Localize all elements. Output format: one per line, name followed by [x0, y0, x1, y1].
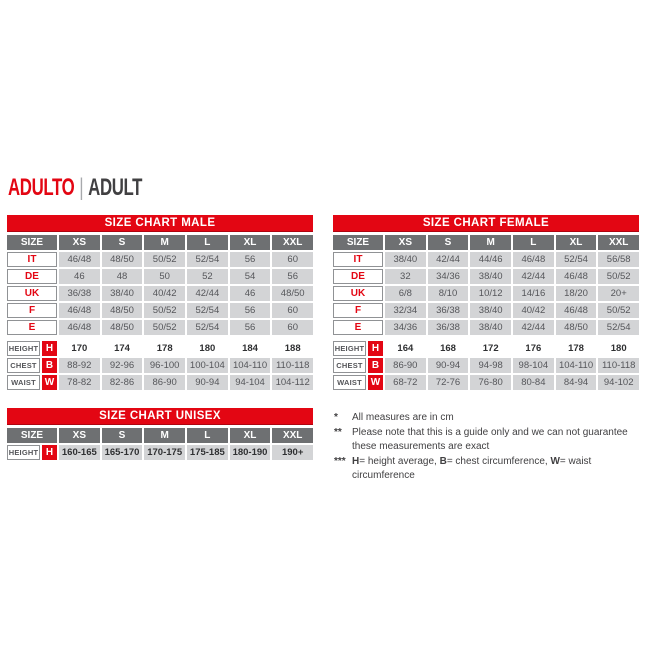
size-value: 20+	[598, 286, 639, 301]
table-row-de	[333, 269, 639, 284]
measure-value: 110-118	[272, 358, 313, 373]
table-row-e	[333, 320, 639, 335]
legend-b: B	[439, 455, 447, 467]
page-title-italian: ADULTO	[8, 174, 75, 201]
size-value: 56	[272, 269, 313, 284]
row-label: IT	[333, 252, 383, 267]
table-row-waist	[7, 375, 313, 390]
size-value: 38/40	[385, 252, 426, 267]
size-value: 46/48	[59, 303, 100, 318]
column-header-s: S	[102, 235, 143, 250]
table-row-height	[333, 341, 639, 356]
size-value: 46/48	[556, 303, 597, 318]
row-label: UK	[333, 286, 383, 301]
page-title	[8, 174, 142, 202]
measure-value: 184	[230, 341, 271, 356]
measure-label: WAIST	[7, 375, 40, 390]
size-value: 44/46	[470, 252, 511, 267]
size-value: 48/50	[102, 320, 143, 335]
table-row-height	[7, 341, 313, 356]
table-row-f	[7, 303, 313, 318]
measure-value: 96-100	[144, 358, 185, 373]
measure-letter-badge: W	[42, 375, 57, 390]
table-row-chest	[7, 358, 313, 373]
measure-value: 94-104	[230, 375, 271, 390]
size-value: 52/54	[598, 320, 639, 335]
footnote-guide	[334, 426, 645, 455]
table-row-it	[7, 252, 313, 267]
table-header-row	[7, 428, 313, 443]
size-value: 46	[59, 269, 100, 284]
size-chart-unisex	[7, 408, 313, 460]
row-label: E	[333, 320, 383, 335]
size-value: 52/54	[187, 303, 228, 318]
size-value: 48/50	[102, 303, 143, 318]
measure-label: CHEST	[7, 358, 40, 373]
measure-value: 175-185	[187, 445, 228, 460]
size-value: 34/36	[428, 269, 469, 284]
size-value: 52/54	[556, 252, 597, 267]
legend-h-text: = height average,	[359, 455, 440, 467]
page-title-english: ADULT	[88, 174, 143, 201]
measure-letter-badge: H	[42, 341, 57, 356]
measure-value: 86-90	[144, 375, 185, 390]
size-value: 48/50	[272, 286, 313, 301]
size-value: 56	[230, 320, 271, 335]
table-row-de	[7, 269, 313, 284]
footnote-measures	[334, 411, 645, 426]
table-row-it	[333, 252, 639, 267]
size-value: 36/38	[428, 320, 469, 335]
column-header-m: M	[470, 235, 511, 250]
size-value: 52/54	[187, 320, 228, 335]
measure-letter-badge: H	[42, 445, 57, 460]
measure-value: 88-92	[59, 358, 100, 373]
footnote-text: All measures are in cm	[352, 412, 454, 423]
column-header-xs: XS	[59, 235, 100, 250]
size-value: 52/54	[187, 252, 228, 267]
footnotes	[334, 411, 645, 484]
size-value: 46/48	[513, 252, 554, 267]
measure-value: 165-170	[102, 445, 143, 460]
size-value: 56/58	[598, 252, 639, 267]
size-value: 40/42	[513, 303, 554, 318]
measure-value: 104-112	[272, 375, 313, 390]
measure-value: 94-102	[598, 375, 639, 390]
measure-value: 92-96	[102, 358, 143, 373]
title-separator: |	[79, 174, 84, 201]
measure-value: 82-86	[102, 375, 143, 390]
column-header-xxl: XXL	[598, 235, 639, 250]
legend-w: W	[550, 455, 560, 467]
measure-value: 180	[187, 341, 228, 356]
column-header-xs: XS	[385, 235, 426, 250]
size-value: 42/44	[513, 320, 554, 335]
measure-value: 86-90	[385, 358, 426, 373]
size-value: 50/52	[144, 303, 185, 318]
measure-label: HEIGHT	[7, 445, 40, 460]
table-row-waist	[333, 375, 639, 390]
measure-label: HEIGHT	[7, 341, 40, 356]
size-value: 60	[272, 252, 313, 267]
measure-value: 172	[470, 341, 511, 356]
size-value: 42/44	[428, 252, 469, 267]
measure-value: 180	[598, 341, 639, 356]
size-value: 38/40	[470, 320, 511, 335]
row-label: DE	[7, 269, 57, 284]
size-value: 60	[272, 320, 313, 335]
size-value: 46/48	[59, 252, 100, 267]
measure-value: 72-76	[428, 375, 469, 390]
size-value: 54	[230, 269, 271, 284]
size-value: 10/12	[470, 286, 511, 301]
measure-value: 68-72	[385, 375, 426, 390]
measure-label: HEIGHT	[333, 341, 366, 356]
table-title-female: SIZE CHART FEMALE	[333, 215, 639, 232]
size-value: 48	[102, 269, 143, 284]
table-row-height	[7, 445, 313, 460]
size-value: 18/20	[556, 286, 597, 301]
table-row-uk	[333, 286, 639, 301]
measure-value: 174	[102, 341, 143, 356]
row-label: F	[333, 303, 383, 318]
measure-value: 104-110	[230, 358, 271, 373]
legend-b-text: = chest circumference,	[446, 455, 551, 467]
size-value: 32/34	[385, 303, 426, 318]
table-title-male: SIZE CHART MALE	[7, 215, 313, 232]
footnote-text: Please note that this is a guide only and we can not guarantee these measurements are exact	[352, 426, 628, 452]
size-value: 52	[187, 269, 228, 284]
column-header-size: SIZE	[7, 235, 57, 250]
size-value: 38/40	[470, 303, 511, 318]
measure-value: 170	[59, 341, 100, 356]
measure-value: 90-94	[187, 375, 228, 390]
measure-value: 84-94	[556, 375, 597, 390]
size-value: 48/50	[102, 252, 143, 267]
table-row-f	[333, 303, 639, 318]
size-value: 46/48	[556, 269, 597, 284]
size-value: 50/52	[598, 303, 639, 318]
size-value: 46/48	[59, 320, 100, 335]
column-header-l: L	[187, 428, 228, 443]
size-value: 36/38	[59, 286, 100, 301]
size-value: 48/50	[556, 320, 597, 335]
measure-value: 100-104	[187, 358, 228, 373]
column-header-xs: XS	[59, 428, 100, 443]
measure-value: 94-98	[470, 358, 511, 373]
footnote-marker: **	[334, 426, 342, 438]
size-value: 38/40	[470, 269, 511, 284]
column-header-s: S	[102, 428, 143, 443]
measure-value: 168	[428, 341, 469, 356]
table-row-uk	[7, 286, 313, 301]
footnote-marker: *	[334, 412, 338, 423]
column-header-m: M	[144, 235, 185, 250]
size-value: 56	[230, 252, 271, 267]
size-chart-female	[333, 215, 639, 390]
size-value: 50/52	[598, 269, 639, 284]
measure-value: 160-165	[59, 445, 100, 460]
footnote-text	[352, 455, 645, 484]
row-label: DE	[333, 269, 383, 284]
size-value: 38/40	[102, 286, 143, 301]
table-header-row	[7, 235, 313, 250]
size-value: 50/52	[144, 320, 185, 335]
size-value: 8/10	[428, 286, 469, 301]
row-label: F	[7, 303, 57, 318]
size-value: 36/38	[428, 303, 469, 318]
measure-letter-badge: H	[368, 341, 383, 356]
measure-value: 98-104	[513, 358, 554, 373]
measure-value: 76-80	[470, 375, 511, 390]
row-label: E	[7, 320, 57, 335]
legend-h: H	[352, 455, 360, 467]
size-value: 14/16	[513, 286, 554, 301]
measure-value: 164	[385, 341, 426, 356]
table-row-chest	[333, 358, 639, 373]
table-header-row	[333, 235, 639, 250]
size-value: 42/44	[187, 286, 228, 301]
measure-letter-badge: B	[368, 358, 383, 373]
size-value: 34/36	[385, 320, 426, 335]
measure-label: CHEST	[333, 358, 366, 373]
measure-value: 180-190	[230, 445, 271, 460]
measure-value: 90-94	[428, 358, 469, 373]
column-header-xl: XL	[556, 235, 597, 250]
measure-value: 110-118	[598, 358, 639, 373]
column-header-size: SIZE	[7, 428, 57, 443]
column-header-xl: XL	[230, 235, 271, 250]
size-chart-male	[7, 215, 313, 390]
size-value: 32	[385, 269, 426, 284]
footnote-legend	[334, 455, 645, 484]
measure-letter-badge: W	[368, 375, 383, 390]
size-value: 50/52	[144, 252, 185, 267]
legend-w-text: = waist circumference	[352, 455, 592, 481]
column-header-xxl: XXL	[272, 428, 313, 443]
measure-value: 170-175	[144, 445, 185, 460]
size-value: 50	[144, 269, 185, 284]
column-header-l: L	[187, 235, 228, 250]
measure-value: 188	[272, 341, 313, 356]
row-label: IT	[7, 252, 57, 267]
column-header-l: L	[513, 235, 554, 250]
measure-value: 80-84	[513, 375, 554, 390]
size-value: 46	[230, 286, 271, 301]
measure-value: 178	[144, 341, 185, 356]
size-value: 42/44	[513, 269, 554, 284]
footnote-marker: ***	[334, 455, 346, 467]
column-header-s: S	[428, 235, 469, 250]
measure-label: WAIST	[333, 375, 366, 390]
table-row-e	[7, 320, 313, 335]
size-value: 6/8	[385, 286, 426, 301]
size-value: 40/42	[144, 286, 185, 301]
measure-value: 78-82	[59, 375, 100, 390]
measure-value: 104-110	[556, 358, 597, 373]
column-header-xxl: XXL	[272, 235, 313, 250]
table-title-unisex: SIZE CHART UNISEX	[7, 408, 313, 425]
size-value: 56	[230, 303, 271, 318]
measure-value: 190+	[272, 445, 313, 460]
measure-value: 176	[513, 341, 554, 356]
row-label: UK	[7, 286, 57, 301]
measure-value: 178	[556, 341, 597, 356]
measure-letter-badge: B	[42, 358, 57, 373]
column-header-size: SIZE	[333, 235, 383, 250]
column-header-m: M	[144, 428, 185, 443]
size-value: 60	[272, 303, 313, 318]
column-header-xl: XL	[230, 428, 271, 443]
